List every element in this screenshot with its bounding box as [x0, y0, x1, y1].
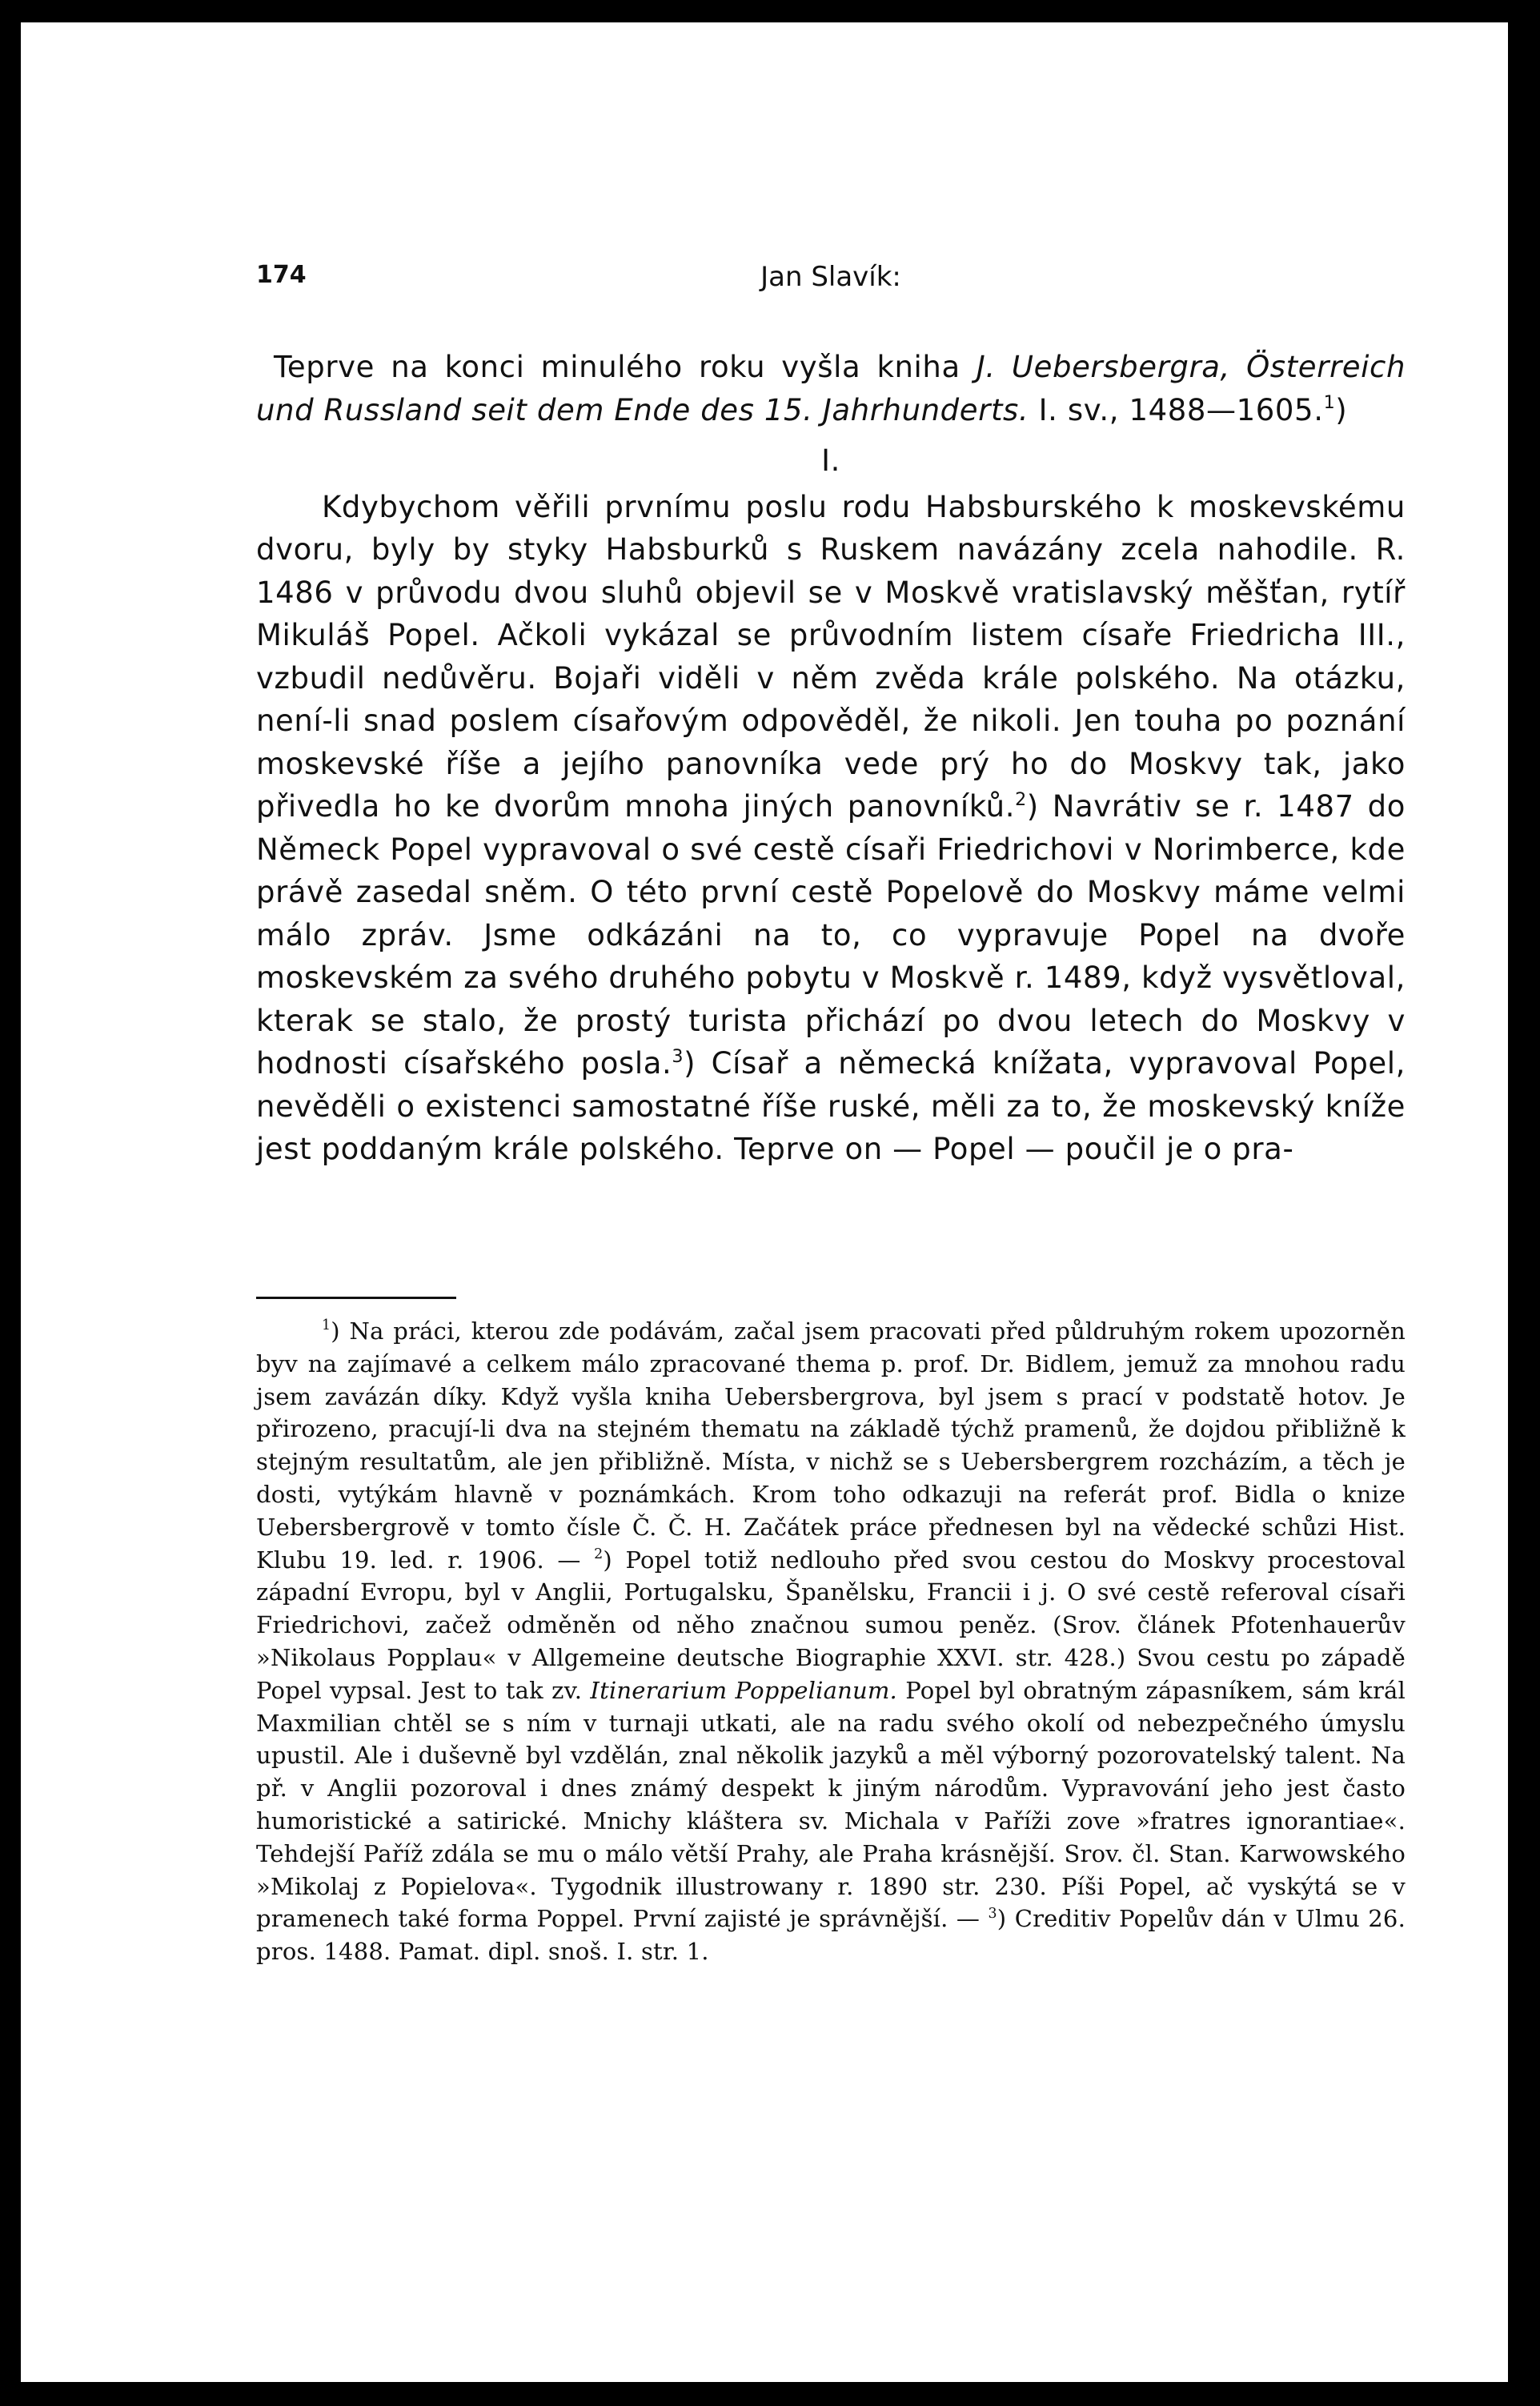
footnote-2-text-a: ) Popel totiž nedlouho před svou cestou do Moskvy procestoval západní Evropu, byl v Anglii, Portugalsku, Španělsku, Francii i j. O své cestě referoval císaři Friedrichovi, začež odměněn od něho značnou sumou peněz. (Srov. článek Pfotenhauerův »Nikolaus Popplau« v Allgemeine deutsche Biographie XXVI. str. 428.) Svou cestu po západě Popel vypsal. Jest to tak zv. [256, 1546, 1406, 1704]
scanned-page [21, 22, 1508, 2382]
footnote-2-marker: 2 [594, 1546, 604, 1563]
main-text [256, 346, 1406, 1171]
body-paragraph [256, 486, 1406, 1171]
footnote-ref-3[interactable]: 3 [672, 1045, 684, 1067]
footnote-1-marker: 1 [322, 1317, 331, 1334]
footnote-divider [256, 1297, 456, 1299]
footnote-1-text: ) Na práci, kterou zde podávám, začal jsem pracovati před půldruhým rokem upozorněn byv na zajímavé a celkem málo zpracované thema p. prof. Dr. Bidlem, jemuž za mnohou radu jsem zavázán díky. Když vyšla kniha Uebersbergrova, byl jsem s prací v podstatě hotov. Je přirozeno, pracují-li dva na stejném thematu na základě týchž pramenů, že dojdou přibližně k stejným resultatům, ale jen přibližně. Místa, v nichž se s Uebersbergrem rozcházím, a těch je dosti, vytýkám hlavně v poznámkách. Krom toho odkazuji na referát prof. Bidla o knize Uebersbergrově v tomto čísle Č. Č. H. Začátek práce přednesen byl na vědecké schůzi Hist. Klubu 19. led. r. 1906. — [256, 1317, 1406, 1574]
running-title: Jan Slavík: [760, 261, 901, 293]
footnote-2-text-b: Popel byl obratným zápasníkem, sám král Maxmilian chtěl se s ním v turnaji utkati, ale na radu svého okolí od nebezpečného úmyslu upustil. Ale i duševně byl vzdělán, znal několik jazyků a měl výborný pozorovatelský talent. Na př. v Anglii pozoroval i dnes známý despekt k jiným národům. Vypravování jeho jest často humoristické a satirické. Mnichy kláštera sv. Michala v Paříži zove »fratres ignorantiae«. Tehdejší Paříž zdála se mu o málo větší Prahy, ale Praha krásnější. Srov. čl. Stan. Karwowského »Mikolaj z Popielova«. Tygodnik illustrowany r. 1890 str. 230. Píši Popel, ač vyskýtá se v pramenech také forma Poppel. První zajisté je správnější. — [256, 1676, 1406, 1933]
page-header [256, 261, 1406, 301]
footnote-ref-1[interactable]: 1 [1323, 392, 1336, 414]
footnote-3-marker: 3 [988, 1905, 997, 1922]
page-number: 174 [256, 261, 307, 289]
intro-paragraph [256, 346, 1406, 431]
body-part-2: ) Navrátiv se r. 1487 do Německ Popel vypravoval o své cestě císaři Friedrichovi v Norimberce, kde právě zasedal sněm. O této první cestě Popelově do Moskvy máme velmi málo zpráv. Jsme odkázáni na to, co vypravuje Popel na dvoře moskevském za svého druhého pobytu v Moskvě r. 1489, když vysvětloval, kterak se stalo, že prostý turista přichází po dvou letech do Moskvy v hodnosti císařského posla. [256, 789, 1406, 1081]
intro-text-before: Teprve na konci minulého roku vyšla kniha [274, 350, 977, 384]
footnote-3-text: ) Creditiv Popelův dán v Ulmu 26. pros. 1488. Pamat. dipl. snoš. I. str. 1. [256, 1905, 1406, 1966]
footnote-ref-1-close: ) [1335, 392, 1348, 427]
footnote-block [256, 1315, 1406, 1968]
itinerarium-title: Itinerarium Poppelianum. [590, 1676, 897, 1704]
footnote-ref-2[interactable]: 2 [1015, 788, 1027, 810]
body-part-1: Kdybychom věřili prvnímu poslu rodu Habsburského k moskevskému dvoru, byly by styky Habsburků s Ruskem navázány zcela nahodile. R. 1486 v průvodu dvou sluhů objevil se v Moskvě vratislavský měšťan, rytíř Mikuláš Popel. Ačkoli vykázal se průvodním listem císaře Friedricha III., vzbudil nedůvěru. Bojaři viděli v něm zvěda krále polského. Na otázku, není-li snad poslem císařovým odpověděl, že nikoli. Jen touha po poznání moskevské říše a jejího panovníka vede prý ho do Moskvy tak, jako přivedla ho ke dvorům mnoha jiných panovníků. [256, 489, 1406, 824]
section-heading: I. [821, 443, 840, 478]
footnotes [256, 1315, 1406, 1968]
book-title: J. Uebersbergra, Österreich und Russland seit dem Ende des 15. Jahrhunderts. [256, 350, 1406, 427]
body-part-3: ) Císař a německá knížata, vypravoval Popel, nevěděli o existenci samostatné říše ruské, měli za to, že moskevský kníže jest poddaným krále polského. Teprve on — Popel — poučil je o pra- [256, 1046, 1406, 1166]
intro-text-after: I. sv., 1488—1605. [1029, 392, 1324, 427]
